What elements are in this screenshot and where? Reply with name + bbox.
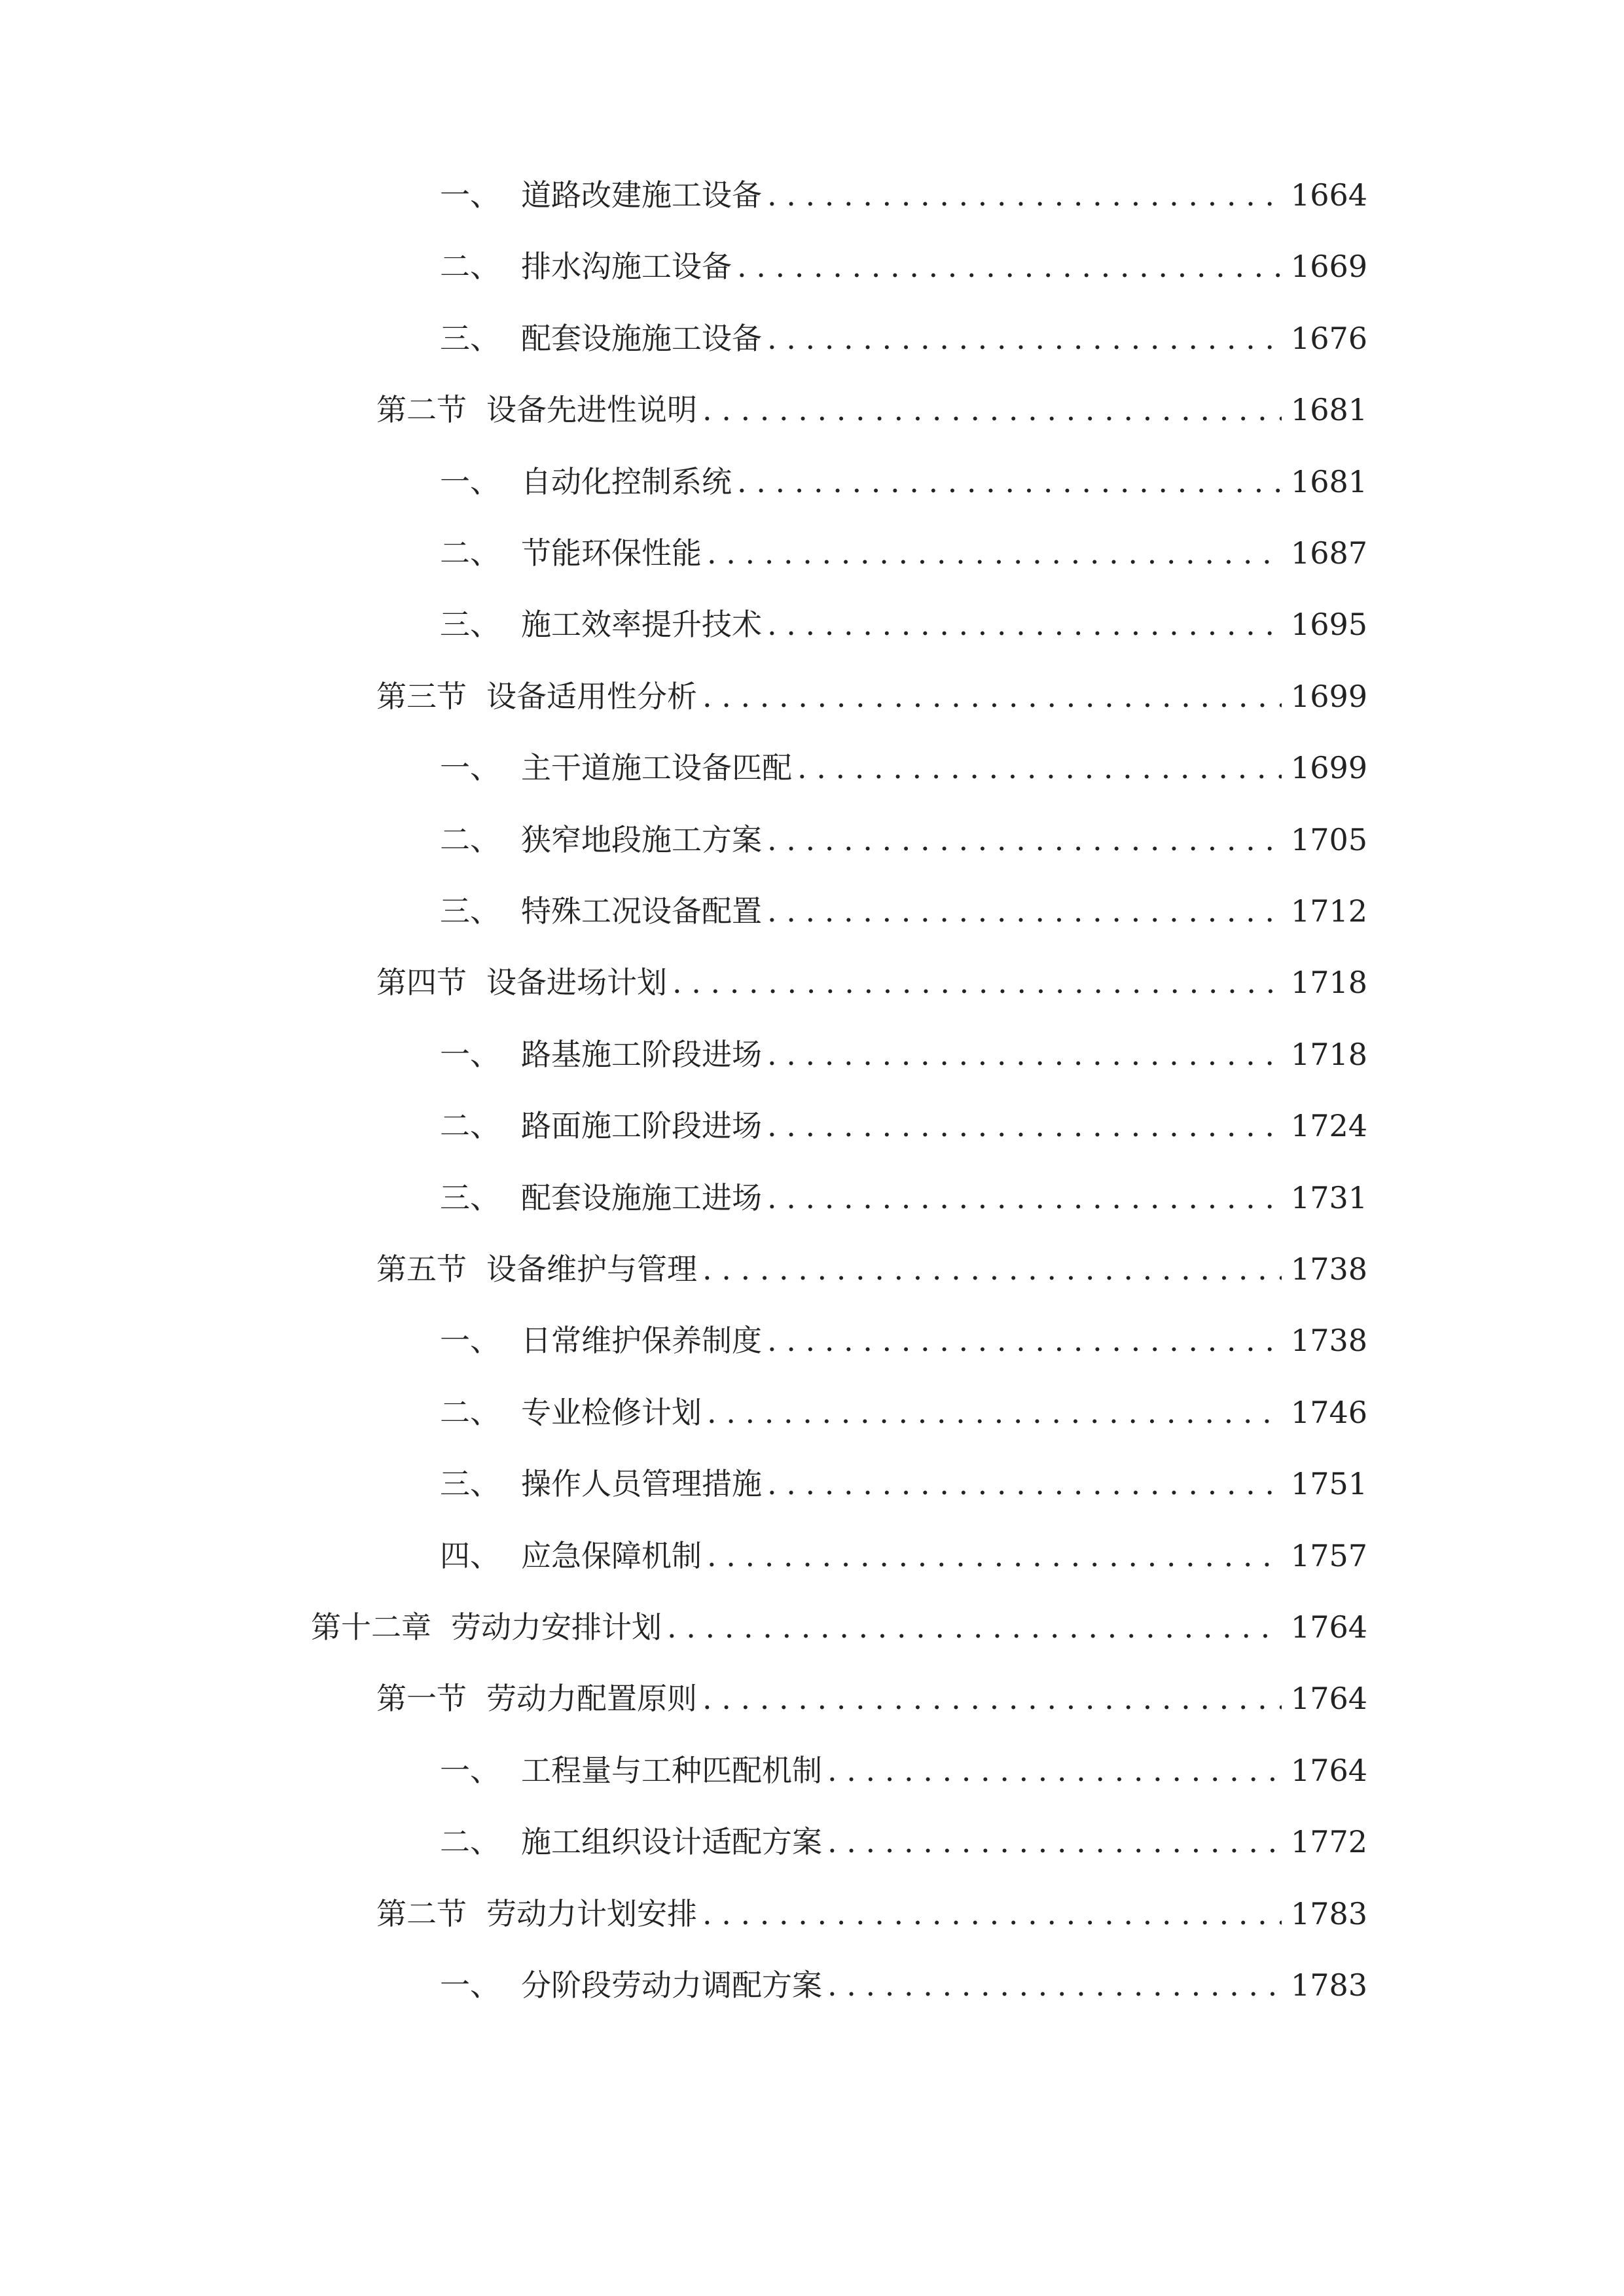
toc-entry-title: 分阶段劳动力调配方案 bbox=[521, 1967, 822, 2003]
toc-entry-number: 一、 bbox=[440, 1967, 500, 2003]
toc-entry-number: 第五节 bbox=[376, 1251, 467, 1287]
toc-entry-page-number: 1718 bbox=[1290, 965, 1367, 1000]
toc-dot-leader bbox=[732, 459, 1282, 505]
toc-entry[interactable] bbox=[440, 601, 1367, 647]
toc-entry-page-number: 1699 bbox=[1290, 750, 1367, 785]
toc-entry-title: 设备先进性说明 bbox=[486, 392, 697, 427]
toc-entry-number: 第二节 bbox=[376, 392, 467, 427]
toc-dot-leader bbox=[697, 387, 1282, 433]
toc-entry-title: 施工组织设计适配方案 bbox=[521, 1824, 822, 1859]
toc-entry-page-number: 1724 bbox=[1290, 1108, 1367, 1143]
toc-entry-title: 设备维护与管理 bbox=[486, 1251, 697, 1287]
toc-entry-title: 应急保障机制 bbox=[521, 1538, 702, 1573]
toc-entry-page-number: 1757 bbox=[1290, 1538, 1367, 1573]
toc-entry-title: 主干道施工设备匹配 bbox=[521, 750, 792, 785]
toc-entry[interactable] bbox=[376, 960, 1367, 1005]
toc-dot-leader bbox=[762, 1461, 1282, 1507]
toc-dot-leader bbox=[697, 673, 1282, 719]
toc-entry-page-number: 1676 bbox=[1290, 321, 1367, 356]
toc-entry[interactable] bbox=[376, 1891, 1367, 1937]
toc-entry-number: 第二节 bbox=[376, 1896, 467, 1931]
toc-entry-title: 劳动力计划安排 bbox=[486, 1896, 697, 1931]
toc-entry-number: 二、 bbox=[440, 1824, 500, 1859]
toc-entry-page-number: 1695 bbox=[1290, 607, 1367, 642]
toc-dot-leader bbox=[822, 1962, 1282, 2008]
toc-entry[interactable] bbox=[440, 888, 1367, 934]
toc-entry-page-number: 1731 bbox=[1290, 1180, 1367, 1215]
toc-entry-page-number: 1738 bbox=[1290, 1251, 1367, 1287]
toc-dot-leader bbox=[762, 888, 1282, 934]
toc-entry[interactable] bbox=[376, 1676, 1367, 1721]
toc-entry-page-number: 1681 bbox=[1290, 392, 1367, 427]
toc-entry[interactable] bbox=[376, 387, 1367, 433]
toc-entry[interactable] bbox=[440, 1461, 1367, 1507]
toc-entry-title: 操作人员管理措施 bbox=[521, 1466, 762, 1501]
toc-entry-page-number: 1783 bbox=[1290, 1896, 1367, 1931]
toc-entry-title: 节能环保性能 bbox=[521, 535, 702, 571]
toc-entry-page-number: 1772 bbox=[1290, 1824, 1367, 1859]
toc-entry-title: 特殊工况设备配置 bbox=[521, 893, 762, 929]
toc-entry-number: 三、 bbox=[440, 321, 500, 356]
toc-dot-leader bbox=[762, 1103, 1282, 1149]
toc-entry[interactable] bbox=[440, 172, 1367, 218]
toc-entry[interactable] bbox=[440, 1748, 1367, 1793]
toc-entry-page-number: 1681 bbox=[1290, 464, 1367, 499]
toc-entry[interactable] bbox=[440, 1175, 1367, 1221]
toc-entry-page-number: 1764 bbox=[1290, 1753, 1367, 1788]
toc-entry[interactable] bbox=[440, 1103, 1367, 1149]
toc-dot-leader bbox=[822, 1819, 1282, 1865]
toc-entry-title: 专业检修计划 bbox=[521, 1395, 702, 1430]
toc-entry[interactable] bbox=[440, 530, 1367, 576]
toc-entry[interactable] bbox=[440, 243, 1367, 289]
toc-entry-page-number: 1664 bbox=[1290, 177, 1367, 213]
toc-entry-title: 路面施工阶段进场 bbox=[521, 1108, 762, 1143]
toc-dot-leader bbox=[762, 817, 1282, 863]
toc-entry-page-number: 1783 bbox=[1290, 1967, 1367, 2003]
toc-entry-number: 第三节 bbox=[376, 679, 467, 714]
toc-dot-leader bbox=[762, 601, 1282, 647]
toc-entry[interactable] bbox=[376, 1246, 1367, 1292]
toc-entry-number: 第四节 bbox=[376, 965, 467, 1000]
toc-dot-leader bbox=[762, 1031, 1282, 1077]
toc-dot-leader bbox=[662, 1604, 1282, 1650]
toc-entry[interactable] bbox=[440, 315, 1367, 361]
toc-entry-title: 道路改建施工设备 bbox=[521, 177, 762, 213]
toc-dot-leader bbox=[762, 1175, 1282, 1221]
toc-entry-title: 工程量与工种匹配机制 bbox=[521, 1753, 822, 1788]
toc-entry-page-number: 1705 bbox=[1290, 822, 1367, 857]
toc-dot-leader bbox=[702, 1533, 1282, 1579]
toc-entry-number: 三、 bbox=[440, 893, 500, 929]
toc-entry-page-number: 1764 bbox=[1290, 1681, 1367, 1716]
toc-entry-number: 一、 bbox=[440, 464, 500, 499]
toc-entry-page-number: 1687 bbox=[1290, 535, 1367, 571]
toc-dot-leader bbox=[702, 1390, 1282, 1435]
toc-entry[interactable] bbox=[376, 673, 1367, 719]
toc-entry[interactable] bbox=[440, 1390, 1367, 1435]
toc-entry-number: 三、 bbox=[440, 1466, 500, 1501]
toc-entry[interactable] bbox=[440, 1533, 1367, 1579]
toc-entry-page-number: 1738 bbox=[1290, 1323, 1367, 1358]
toc-dot-leader bbox=[697, 1676, 1282, 1721]
toc-entry-number: 第一节 bbox=[376, 1681, 467, 1716]
toc-entry-number: 一、 bbox=[440, 1037, 500, 1072]
toc-dot-leader bbox=[697, 1246, 1282, 1292]
toc-entry-number: 第十二章 bbox=[311, 1609, 431, 1645]
toc-entry-title: 排水沟施工设备 bbox=[521, 249, 732, 284]
toc-entry-page-number: 1669 bbox=[1290, 249, 1367, 284]
toc-entry-number: 二、 bbox=[440, 535, 500, 571]
toc-entry-number: 三、 bbox=[440, 1180, 500, 1215]
toc-dot-leader bbox=[732, 243, 1282, 289]
toc-dot-leader bbox=[762, 315, 1282, 361]
toc-entry-title: 配套设施施工设备 bbox=[521, 321, 762, 356]
toc-entry-number: 二、 bbox=[440, 1108, 500, 1143]
toc-dot-leader bbox=[792, 745, 1282, 791]
toc-entry-number: 一、 bbox=[440, 750, 500, 785]
toc-entry-title: 设备适用性分析 bbox=[486, 679, 697, 714]
toc-entry[interactable] bbox=[311, 1604, 1367, 1650]
toc-entry[interactable] bbox=[440, 1819, 1367, 1865]
toc-entry[interactable] bbox=[440, 1031, 1367, 1077]
toc-entry-number: 三、 bbox=[440, 607, 500, 642]
toc-entry-number: 一、 bbox=[440, 177, 500, 213]
toc-entry-number: 四、 bbox=[440, 1538, 500, 1573]
toc-entry-number: 一、 bbox=[440, 1323, 500, 1358]
toc-entry[interactable] bbox=[440, 817, 1367, 863]
toc-entry[interactable] bbox=[440, 1962, 1367, 2008]
toc-entry-number: 二、 bbox=[440, 249, 500, 284]
toc-dot-leader bbox=[697, 1891, 1282, 1937]
toc-dot-leader bbox=[762, 172, 1282, 218]
toc-entry[interactable] bbox=[440, 1318, 1367, 1363]
toc-dot-leader bbox=[667, 960, 1282, 1005]
toc-entry-title: 配套设施施工进场 bbox=[521, 1180, 762, 1215]
toc-entry-page-number: 1751 bbox=[1290, 1466, 1367, 1501]
toc-entry-title: 劳动力配置原则 bbox=[486, 1681, 697, 1716]
toc-entry-title: 日常维护保养制度 bbox=[521, 1323, 762, 1358]
toc-entry-title: 路基施工阶段进场 bbox=[521, 1037, 762, 1072]
toc-dot-leader bbox=[822, 1748, 1282, 1793]
toc-dot-leader bbox=[702, 530, 1282, 576]
toc-entry-page-number: 1718 bbox=[1290, 1037, 1367, 1072]
toc-entry-page-number: 1712 bbox=[1290, 893, 1367, 929]
toc-entry-page-number: 1746 bbox=[1290, 1395, 1367, 1430]
toc-entry-number: 一、 bbox=[440, 1753, 500, 1788]
toc-entry-title: 劳动力安排计划 bbox=[451, 1609, 662, 1645]
toc-entry-title: 施工效率提升技术 bbox=[521, 607, 762, 642]
toc-dot-leader bbox=[762, 1318, 1282, 1363]
toc-entry-page-number: 1699 bbox=[1290, 679, 1367, 714]
toc-entry[interactable] bbox=[440, 459, 1367, 505]
toc-entry-title: 狭窄地段施工方案 bbox=[521, 822, 762, 857]
toc-entry-number: 二、 bbox=[440, 1395, 500, 1430]
toc-entry-title: 自动化控制系统 bbox=[521, 464, 732, 499]
toc-entry-number: 二、 bbox=[440, 822, 500, 857]
toc-entry[interactable] bbox=[440, 745, 1367, 791]
toc-entry-title: 设备进场计划 bbox=[486, 965, 667, 1000]
toc-entry-page-number: 1764 bbox=[1290, 1609, 1367, 1645]
